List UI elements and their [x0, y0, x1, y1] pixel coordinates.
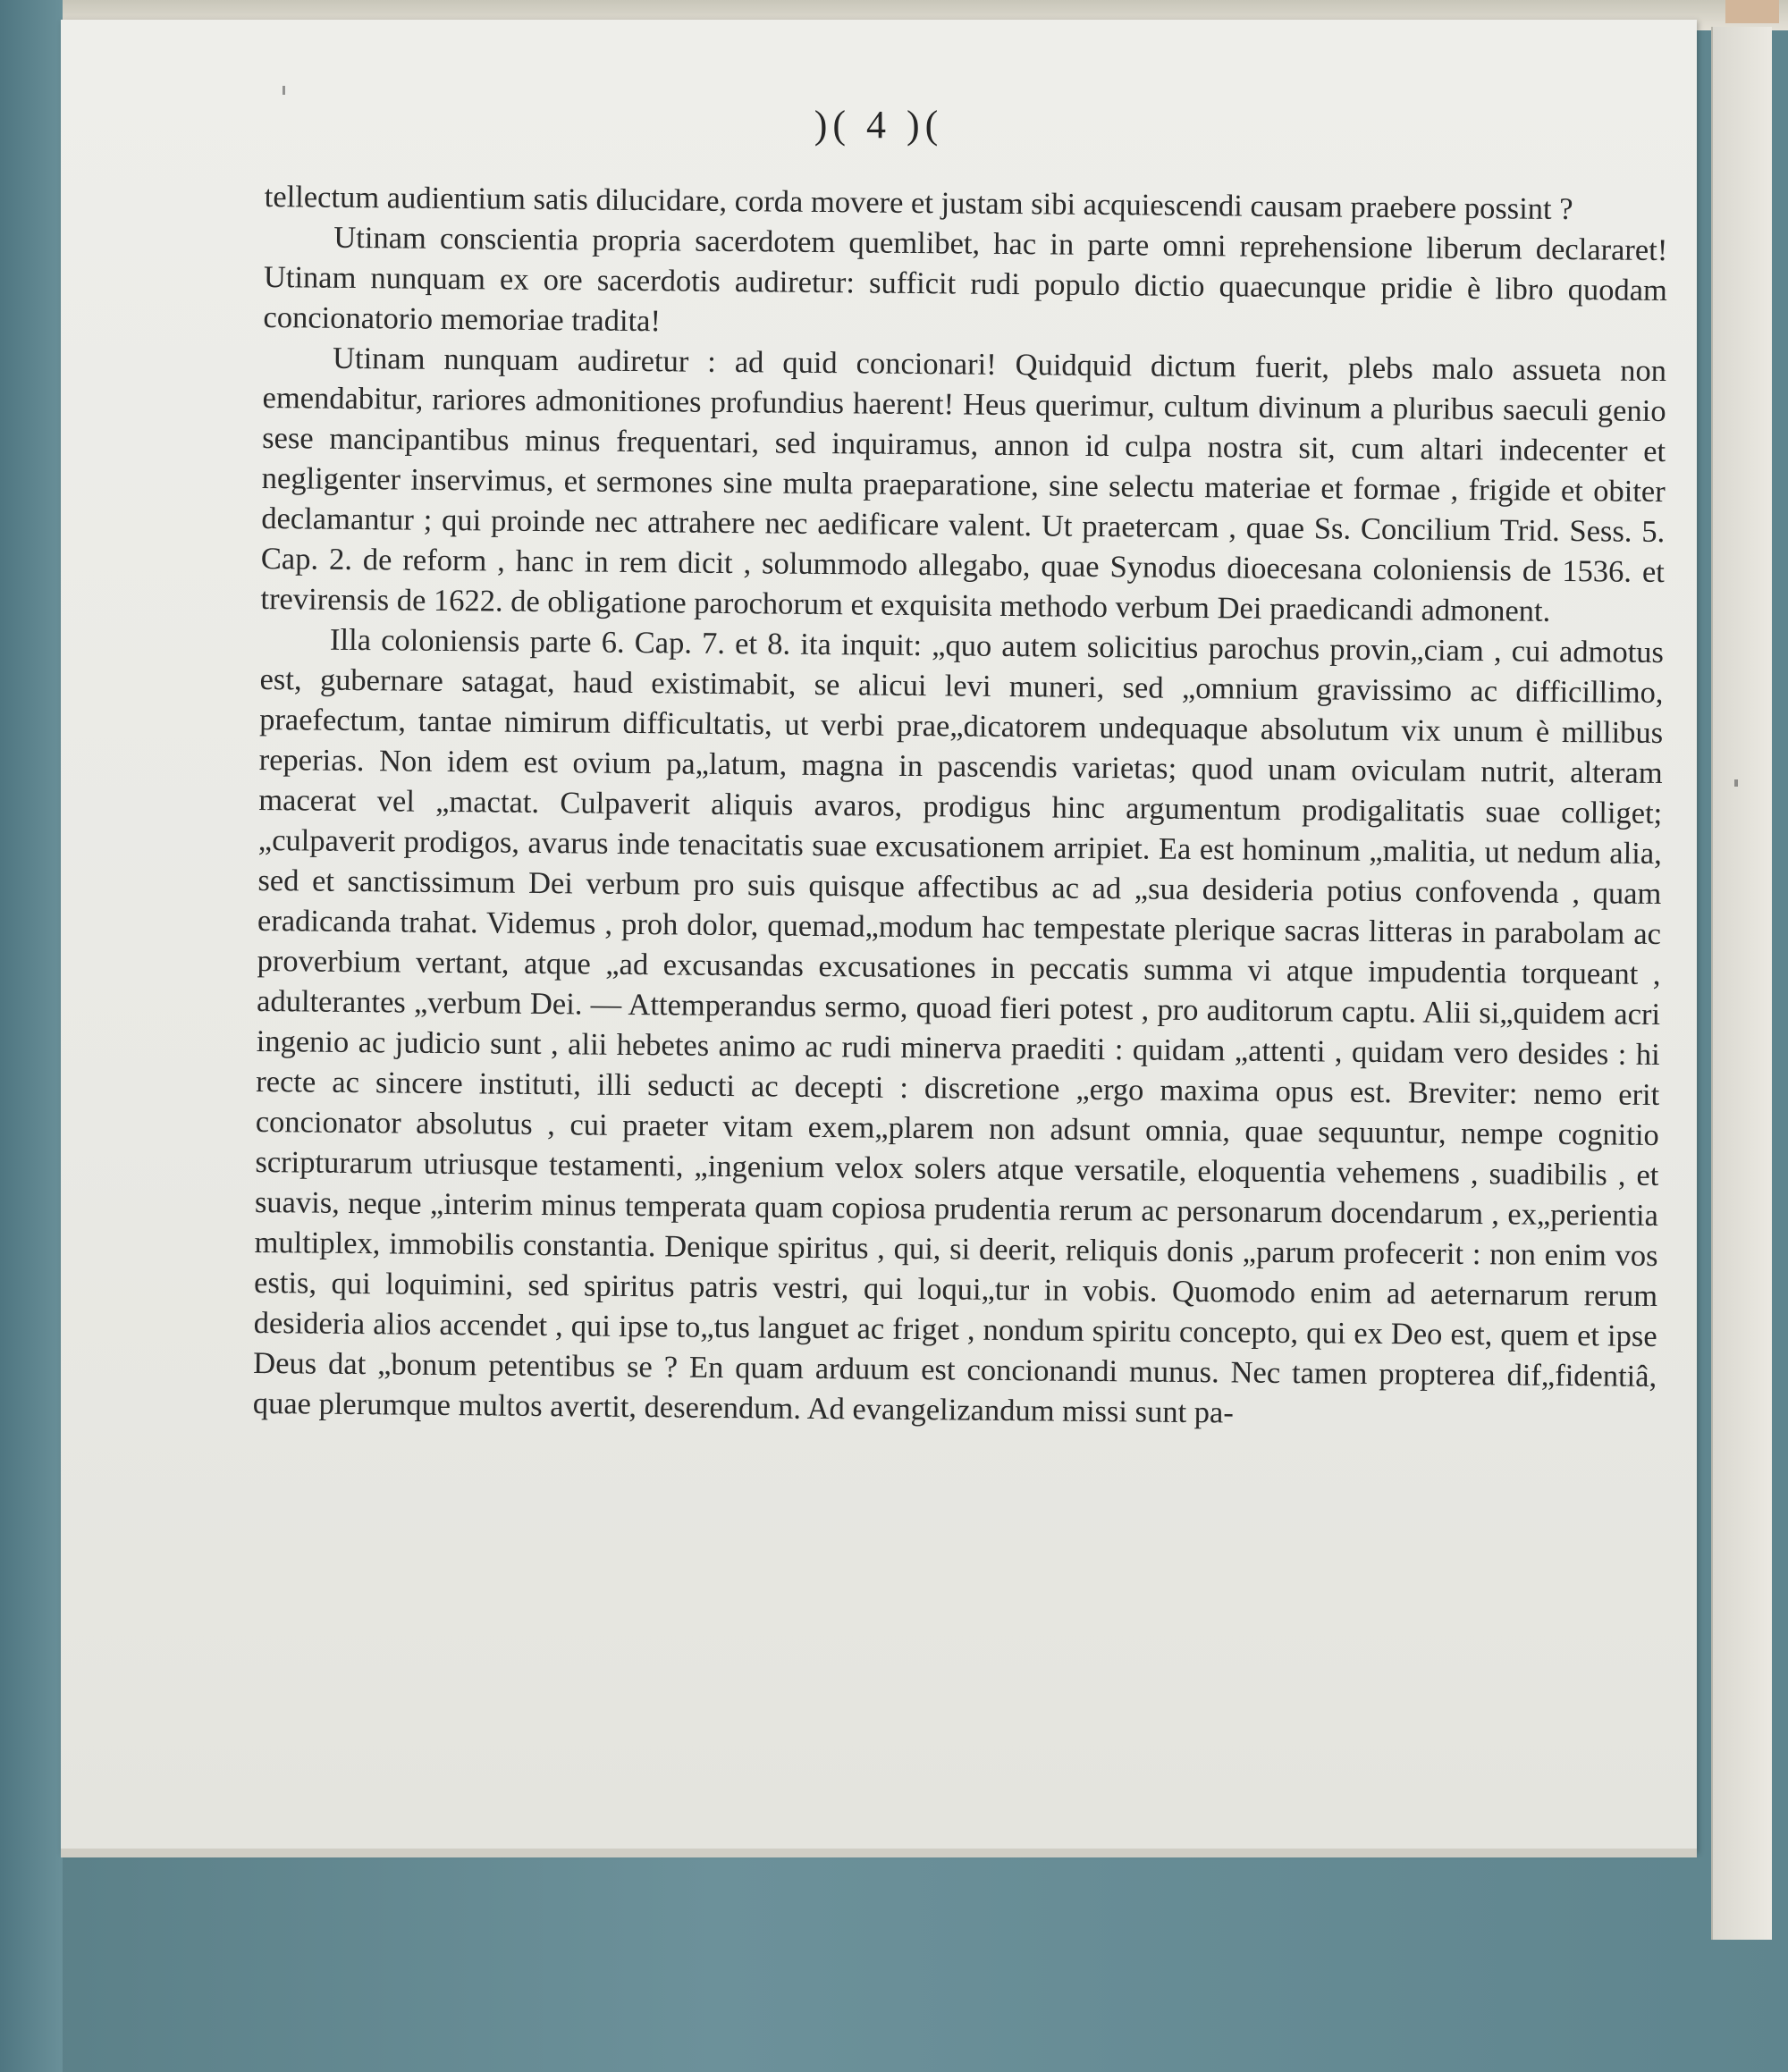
ink-speck: [283, 86, 285, 95]
body-text: [253, 177, 1668, 1437]
paragraph-2: Utinam conscientia propria sacerdotem quemlibet, hac in parte omni reprehensione liberum declararet! Utinam nunquam ex ore sacerdotis audiretur: sufficit rudi populo dictio quaecunque pridie è libro quodam concionatorio memoriae tradita!: [263, 220, 1668, 339]
paragraph-3: Utinam nunquam audiretur : ad quid concionari! Quidquid dictum fuerit, plebs malo assueta non emendabitur, rariores admonitiones profundius haerent! Heus querimur, cultum divinum a pluribus saeculi genio sese mancipantibus minus frequentari, sed inquiramus, annon id culpa nostra sit, cum altari indecenter et negligenter inservimus, et sermones sine multa praeparatione, sine selectu materiae et formae , frigide et obiter declamantur ; qui proinde nec attrahere nec aedificare valent. Ut praetercam , quae Ss. Concilium Trid. Sess. 5. Cap. 2. de reform , hanc in rem dicit , solummodo allegabo, quae Synodus dioecesana coloniensis de 1536. et trevirensis de 1622. de obligatione parochorum et exquisita methodo verbum Dei praedicandi admonent.: [260, 341, 1667, 628]
page-bottom-edge: [61, 1849, 1697, 1857]
ink-speck: [1734, 779, 1738, 787]
page-corner: [1725, 0, 1779, 23]
paragraph-1: tellectum audientium satis dilucidare, corda movere et justam sibi acquiescendi causam praebere possint ?: [264, 179, 1573, 227]
paragraph-4: Illa coloniensis parte 6. Cap. 7. et 8. ita inquit: „quo autem solicitius parochus provin„ciam , cui admotus est, gubernare satagat, haud existimabit, se alicui levi muneri, sed „omnium gravissimo ac difficillimo, praefectum, tantae nimirum difficultatis, ut verbi prae„dicatorem undequaque absolutum vix unum è millibus reperias. Non idem est ovium pa„latum, magna in pascendis varietas; quod unam oviculam nutrit, alteram macerat vel „mactat. Culpaverit aliquis avaros, prodigus hinc argumentum prodigalitatis suae colliget; „culpaverit prodigos, avarus inde tenacitatis suae excusationem arripiet. Ea est hominum „malitia, ut nedum alia, sed et sanctissimum Dei verbum pro suis quisque affectibus ac ad „sua desideria potius confovenda , quam eradicanda trahat. Videmus , proh dolor, quemad„modum hac tempestate plerique sacras litteras in parabolam ac proverbium vertant, atque „ad excusandas excusationes in peccatis summa vi atque impudentia torqueant , adulterantes „verbum Dei. — Attemperandus sermo, quoad fieri potest , pro auditorum captu. Alii si„quidem acri ingenio ac judicio sunt , alii hebetes animo ac rudi minerva praediti : quidam „attenti , quidam vero desides : hi recte ac sincere instituti, illi seducti ac decepti : discretione „ergo maxima opus est. Breviter: nemo erit concionator absolutus , cui praeter vitam exem„plarem non adsunt omnia, quae sequuntur, nempe cognitio scripturarum utriusque testamenti, „ingenium velox solers atque versatile, eloquentia vehemens , suadibilis , et suavis, neque „interim minus temperata quam copiosa prudentia rerum ac personarum docendarum , ex„perientia multiplex, immobilis constantia. Denique spiritus , qui, si deerit, reliquis donis „parum profecerit : non enim vos estis, qui loquimini, sed spiritus patris vestri, qui loqui„tur in vobis. Quomodo enim ad aeternarum rerum desideria alios accendet , qui ipse to„tus languet ac friget , nondum spiritu concepto, qui ex Deo est, quem et ipse Deus dat „bonum petentibus se ? En quam arduum est concionandi munus. Nec tamen propterea dif„fidentiâ, quae plerumque multos avertit, deserendum. Ad evangelizandum missi sunt pa-: [252, 622, 1665, 1430]
underlying-page: [1711, 27, 1772, 1940]
page-number-header: )( 4 )(: [814, 103, 944, 147]
book-spine: [0, 0, 63, 2072]
document-page: [61, 20, 1697, 1852]
